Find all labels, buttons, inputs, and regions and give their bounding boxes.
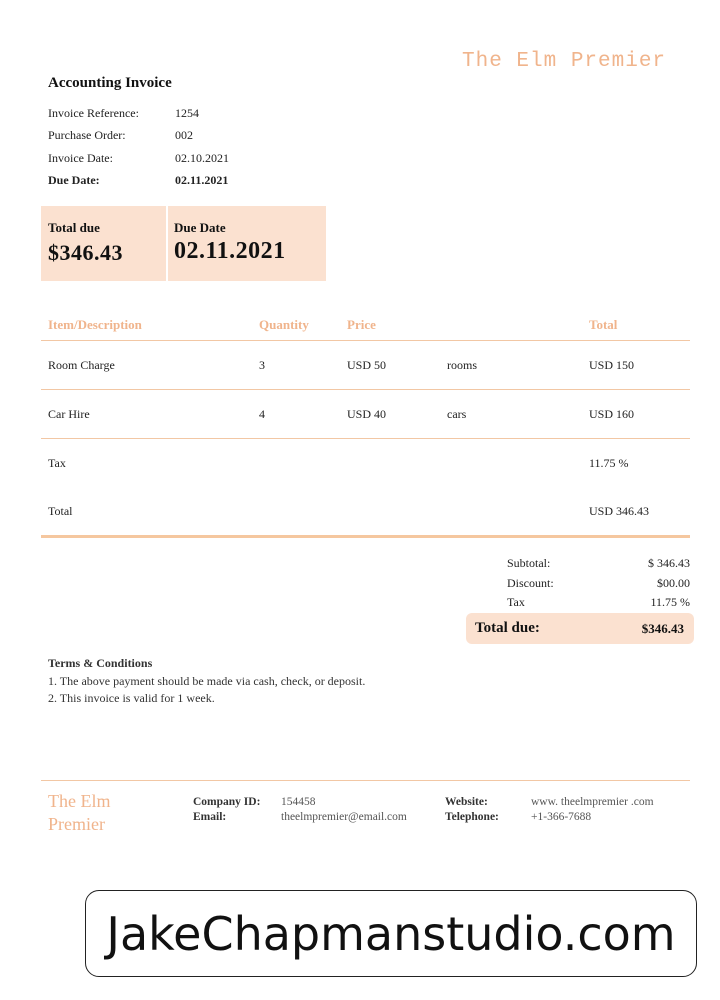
summary-due-date-label: Due Date — [174, 220, 226, 235]
meta-row-invoice-reference — [48, 102, 229, 125]
footer-brand-line: Premier — [48, 814, 105, 834]
total-due-highlight — [466, 613, 694, 644]
telephone-value: +1-366-7688 — [531, 811, 592, 823]
summary-due-date-value: 02.11.2021 — [174, 238, 286, 264]
totals-label: Subtotal: — [507, 556, 551, 571]
footer-labels-left — [193, 795, 260, 825]
table-row — [41, 390, 690, 439]
meta-row-purchase-order — [48, 125, 229, 148]
table-row — [41, 341, 690, 390]
footer-divider — [41, 780, 690, 781]
website-value: www. theelmpremier .com — [531, 796, 654, 808]
meta-row-invoice-date — [48, 147, 229, 170]
watermark-banner: JakeChapmanstudio.com — [85, 890, 697, 977]
cell-total: 11.75 % — [589, 455, 629, 470]
invoice-title: Accounting Invoice — [48, 75, 172, 91]
header-price: Price — [347, 317, 376, 332]
table-row — [41, 439, 690, 487]
cell-unit: rooms — [447, 357, 477, 372]
footer-brand-name — [48, 790, 110, 836]
terms-and-conditions — [48, 655, 365, 708]
meta-row-due-date — [48, 170, 229, 193]
meta-label: Invoice Date: — [48, 150, 113, 165]
table-header — [41, 310, 690, 341]
summary-box — [41, 206, 326, 281]
totals-label: Tax — [507, 595, 525, 610]
telephone-label: Telephone: — [445, 811, 499, 823]
company-id-value: 154458 — [281, 796, 316, 808]
invoice-meta — [48, 102, 229, 192]
total-due-value: $346.43 — [641, 620, 684, 636]
email-label: Email: — [193, 811, 227, 823]
footer-labels-right — [445, 795, 499, 825]
terms-line: 2. This invoice is valid for 1 week. — [48, 691, 215, 705]
terms-line: 1. The above payment should be made via cash, check, or deposit. — [48, 673, 366, 688]
footer-brand-line: The Elm — [48, 791, 111, 811]
totals-line-discount — [466, 574, 694, 594]
totals-value: $ 346.43 — [648, 556, 690, 571]
totals-summary — [466, 554, 694, 613]
items-table — [41, 310, 690, 538]
cell-quantity: 3 — [259, 357, 265, 372]
footer-values-left — [281, 795, 407, 825]
summary-total-due-value: $346.43 — [48, 240, 123, 265]
summary-due-date — [168, 206, 286, 281]
totals-value: $00.00 — [657, 575, 690, 590]
summary-total-due-label: Total due — [48, 220, 100, 235]
meta-label: Due Date: — [48, 173, 100, 188]
totals-line-subtotal — [466, 554, 694, 574]
terms-heading: Terms & Conditions — [48, 656, 153, 670]
cell-quantity: 4 — [259, 406, 265, 421]
header-quantity: Quantity — [259, 317, 309, 332]
cell-total: USD 150 — [589, 357, 635, 372]
company-id-label: Company ID: — [193, 796, 261, 808]
header-item-description: Item/Description — [48, 317, 142, 332]
cell-description: Tax — [48, 455, 66, 470]
cell-description: Car Hire — [48, 406, 90, 421]
total-due-label: Total due: — [475, 620, 540, 636]
cell-unit: cars — [447, 406, 467, 421]
header-total: Total — [589, 317, 618, 332]
meta-label: Invoice Reference: — [48, 105, 139, 120]
table-row — [41, 487, 690, 538]
website-label: Website: — [445, 796, 488, 808]
cell-description: Total — [48, 503, 73, 518]
meta-value: 02.11.2021 — [175, 173, 229, 188]
brand-name-header: The Elm Premier — [462, 50, 667, 73]
footer-values-right — [531, 795, 654, 825]
meta-value: 1254 — [175, 105, 199, 120]
summary-total-due — [41, 206, 168, 281]
cell-price: USD 50 — [347, 357, 387, 372]
cell-description: Room Charge — [48, 357, 115, 372]
meta-value: 02.10.2021 — [175, 150, 229, 165]
cell-price: USD 40 — [347, 406, 387, 421]
cell-total: USD 160 — [589, 406, 635, 421]
cell-total: USD 346.43 — [589, 503, 650, 518]
email-value: theelmpremier@email.com — [281, 811, 407, 823]
totals-label: Discount: — [507, 575, 554, 590]
meta-value: 002 — [175, 128, 193, 143]
totals-value: 11.75 % — [650, 595, 690, 610]
totals-line-tax — [466, 593, 694, 613]
meta-label: Purchase Order: — [48, 128, 126, 143]
